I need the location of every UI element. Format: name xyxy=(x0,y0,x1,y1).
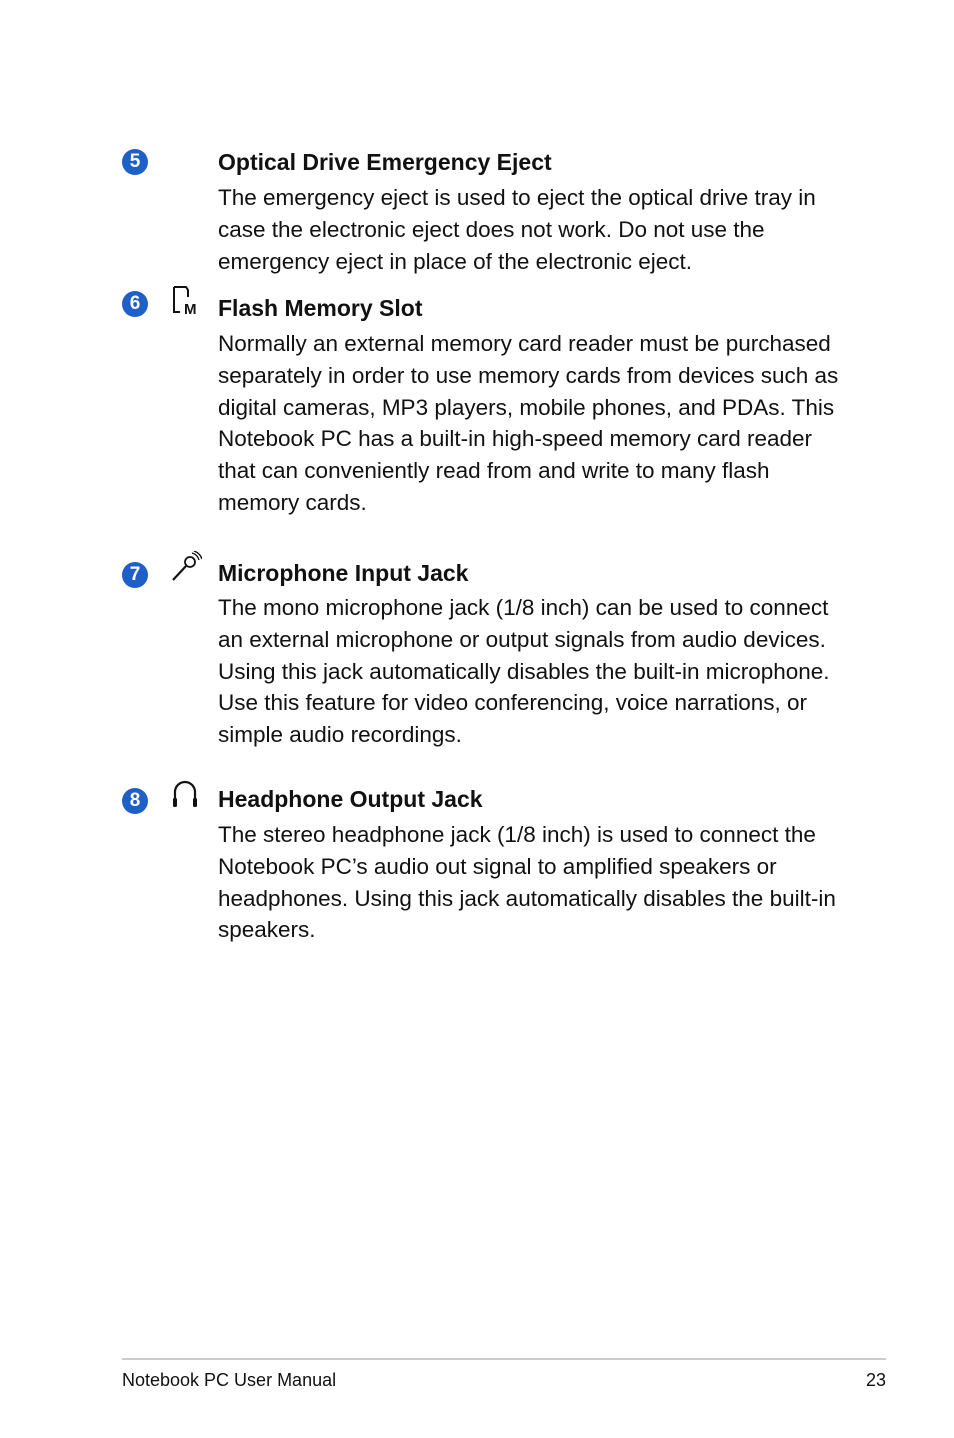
page-number: 23 xyxy=(865,1370,886,1390)
svg-text:M: M xyxy=(184,301,197,318)
footer-divider xyxy=(122,1358,886,1360)
headphone-icon xyxy=(168,778,202,812)
section-body: The stereo headphone jack (1/8 inch) is used to connect the Notebook PC’s audio out signal to amplified speakers or headphones. Using this jack automatically disables the built-in speakers. xyxy=(218,822,836,943)
section-body: The mono microphone jack (1/8 inch) can be used to connect an external microphone or output signals from audio devices. Using this jack automatically disables the built-in microphone. Use this feature for video conferencing, voice narrations, or simple audio recordings. xyxy=(218,595,830,748)
section-body: Normally an external memory card reader must be purchased separately in order to use memory cards from devices such as digital cameras, MP3 players, mobile phones, and PDAs. This Notebook PC has a built-in high-speed memory card reader that can conveniently read from and write to many flash memory cards. xyxy=(218,331,839,515)
number-badge: 7 xyxy=(122,562,148,588)
number-badge: 5 xyxy=(122,149,148,175)
section-title: Headphone Output Jack xyxy=(218,786,483,812)
flash-memory-icon xyxy=(168,284,202,318)
microphone-icon xyxy=(168,551,202,585)
section-title: Flash Memory Slot xyxy=(218,295,423,321)
footer-manual-title: Notebook PC User Manual xyxy=(122,1370,337,1390)
section-body: The emergency eject is used to eject the optical drive tray in case the electronic eject does not work. Do not use the emergency eject in place of the electronic eject. xyxy=(218,185,816,274)
number-badge: 8 xyxy=(122,788,148,814)
number-badge: 6 xyxy=(122,291,148,317)
section-title: Microphone Input Jack xyxy=(218,560,469,586)
section-title: Optical Drive Emergency Eject xyxy=(218,149,552,175)
